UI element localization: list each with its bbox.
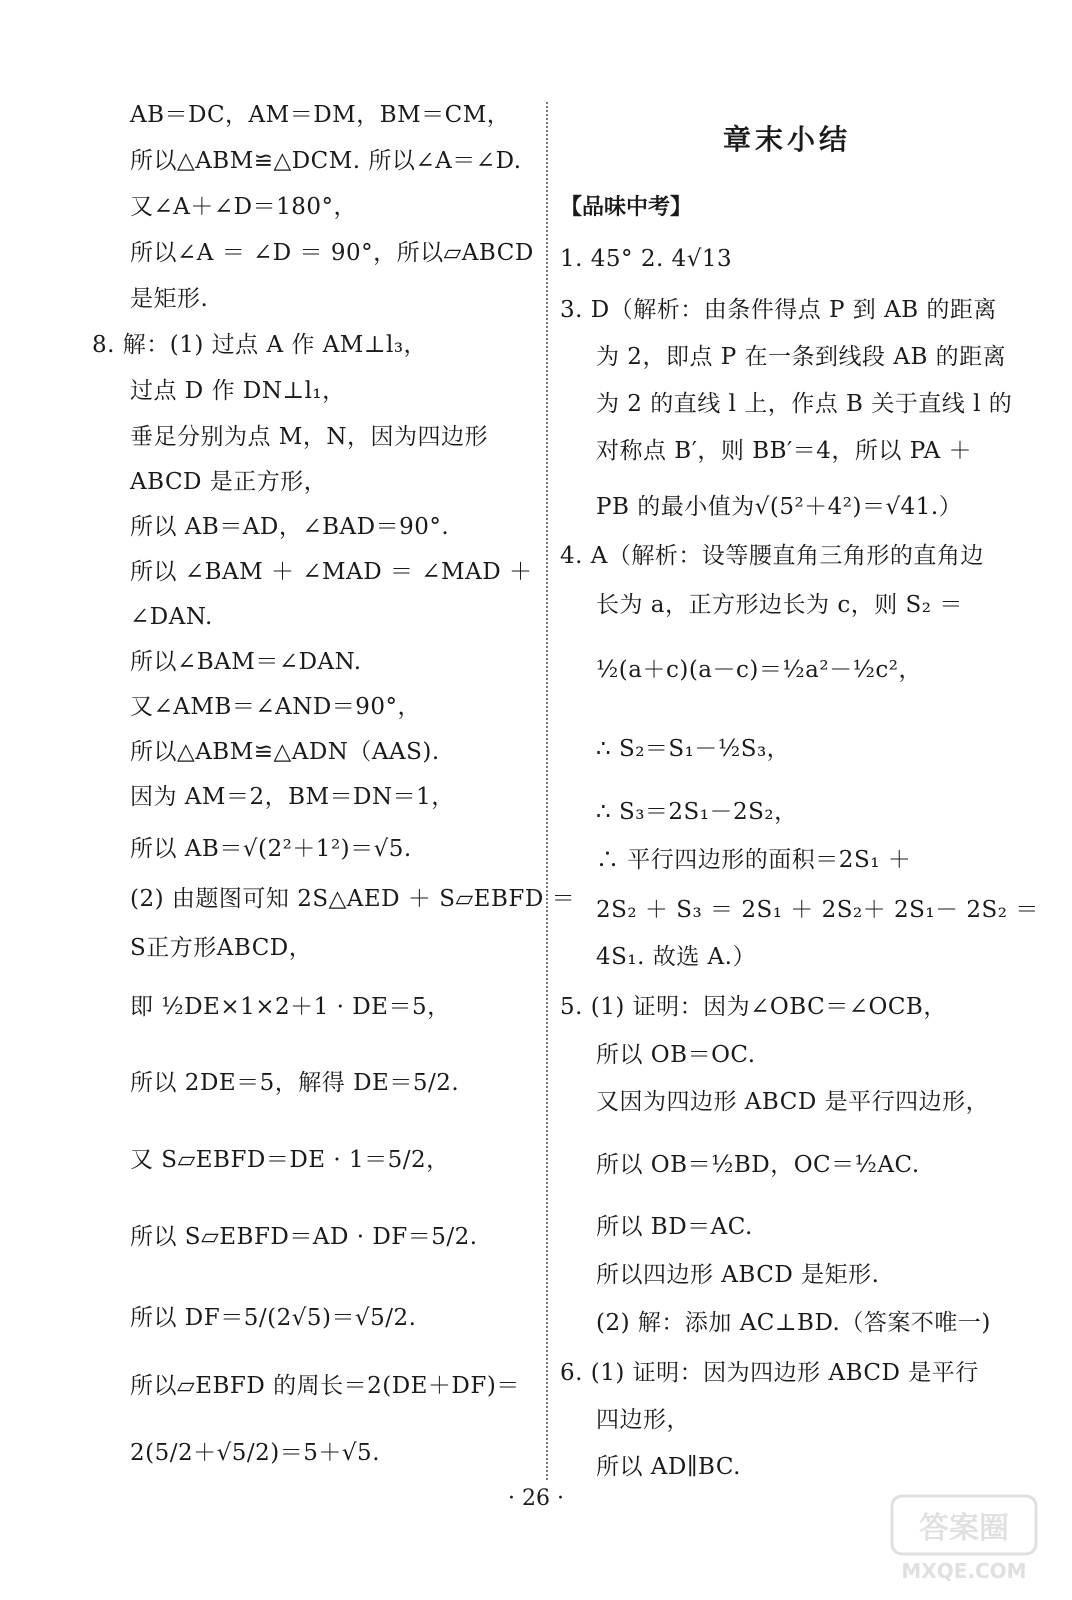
section-heading: 【品味中考】	[560, 195, 693, 220]
text-line: 6. (1) 证明：因为四边形 ABCD 是平行	[560, 1360, 979, 1386]
text-line: ∴ S₃＝2S₁－2S₂，	[596, 799, 798, 825]
text-line: 是矩形.	[130, 286, 209, 312]
text-line: 四边形，	[596, 1407, 690, 1433]
text-line: 所以△ABM≌△DCM. 所以∠A＝∠D.	[130, 148, 522, 174]
text-line: 所以 AB＝AD，∠BAD＝90°.	[130, 514, 450, 540]
svg-text:答案圈: 答案圈	[919, 1511, 1009, 1546]
text-line: 为 2，即点 P 在一条到线段 AB 的距离	[596, 344, 1007, 370]
text-line: 为 2 的直线 l 上，作点 B 关于直线 l 的	[596, 391, 1013, 417]
text-line: 过点 D 作 DN⊥l₁，	[130, 378, 346, 404]
text-line: S正方形ABCD，	[130, 935, 313, 961]
text-line: 所以 OB＝½BD，OC＝½AC.	[596, 1152, 920, 1178]
text-line: 又因为四边形 ABCD 是平行四边形，	[596, 1089, 990, 1115]
chapter-summary-title: 章末小结	[723, 123, 852, 156]
text-line: 所以△ABM≌△ADN（AAS).	[130, 739, 440, 765]
text-line: (2) 解：添加 AC⊥BD.（答案不唯一)	[596, 1310, 991, 1336]
text-line: ∴ 平行四边形的面积＝2S₁ ＋	[596, 847, 912, 873]
text-line: 8. 解：(1) 过点 A 作 AM⊥l₃，	[92, 332, 428, 358]
text-line: 垂足分别为点 M，N，因为四边形	[130, 424, 488, 450]
text-line: 又∠AMB＝∠AND＝90°，	[130, 694, 422, 720]
text-line: ∴ S₂＝S₁－½S₃，	[596, 736, 791, 762]
text-line: ∠DAN.	[130, 604, 213, 630]
text-line: 4. A（解析：设等腰直角三角形的直角边	[560, 543, 984, 569]
svg-text:MXQE.COM: MXQE.COM	[901, 1559, 1027, 1583]
text-line: PB 的最小值为√(5²＋4²)＝√41.）	[596, 494, 963, 520]
text-line: 又∠A＋∠D＝180°，	[130, 194, 357, 220]
text-line: AB＝DC，AM＝DM，BM＝CM，	[130, 102, 511, 128]
text-line: 所以 DF＝5/(2√5)＝√5/2.	[130, 1305, 417, 1331]
text-line: 5. (1) 证明：因为∠OBC＝∠OCB，	[560, 994, 947, 1020]
text-line: 所以四边形 ABCD 是矩形.	[596, 1262, 880, 1288]
text-line: 所以 OB＝OC.	[596, 1042, 756, 1068]
text-line: ABCD 是正方形，	[130, 469, 328, 495]
text-line: 所以∠BAM＝∠DAN.	[130, 649, 362, 675]
text-line: 长为 a，正方形边长为 c，则 S₂ ＝	[596, 592, 963, 618]
text-line: 又 S▱EBFD＝DE · 1＝5/2，	[130, 1147, 450, 1173]
text-line: ½(a＋c)(a－c)＝½a²－½c²，	[596, 657, 922, 683]
text-line: 2(5/2＋√5/2)＝5＋√5.	[130, 1440, 380, 1466]
text-line: 所以 S▱EBFD＝AD · DF＝5/2.	[130, 1224, 478, 1250]
text-line: 1. 45° 2. 4√13	[560, 246, 733, 272]
text-line: (2) 由题图可知 2S△AED ＋ S▱EBFD ＝	[130, 886, 576, 912]
text-line: 2S₂ ＋ S₃ ＝ 2S₁ ＋ 2S₂＋ 2S₁－ 2S₂ ＝	[596, 897, 1039, 923]
page-number: · 26 ·	[508, 1486, 564, 1511]
text-line: 所以 BD＝AC.	[596, 1214, 753, 1240]
column-divider	[546, 102, 548, 1480]
text-line: 所以 2DE＝5，解得 DE＝5/2.	[130, 1070, 460, 1096]
text-line: 对称点 B′，则 BB′＝4，所以 PA ＋	[596, 438, 973, 464]
text-line: 即 ½DE×1×2＋1 · DE＝5，	[130, 994, 451, 1020]
text-line: 4S₁. 故选 A.）	[596, 944, 756, 970]
text-line: 3. D（解析：由条件得点 P 到 AB 的距离	[560, 297, 997, 323]
text-line: 所以∠A ＝ ∠D ＝ 90°，所以▱ABCD	[130, 240, 534, 266]
text-line: 所以▱EBFD 的周长＝2(DE＋DF)＝	[130, 1373, 520, 1399]
text-line: 所以 AD∥BC.	[596, 1454, 741, 1480]
watermark-logo	[884, 1490, 1044, 1590]
text-line: 所以 AB＝√(2²＋1²)＝√5.	[130, 836, 412, 862]
text-line: 因为 AM＝2，BM＝DN＝1，	[130, 784, 455, 810]
text-line: 所以 ∠BAM ＋ ∠MAD ＝ ∠MAD ＋	[130, 559, 533, 585]
